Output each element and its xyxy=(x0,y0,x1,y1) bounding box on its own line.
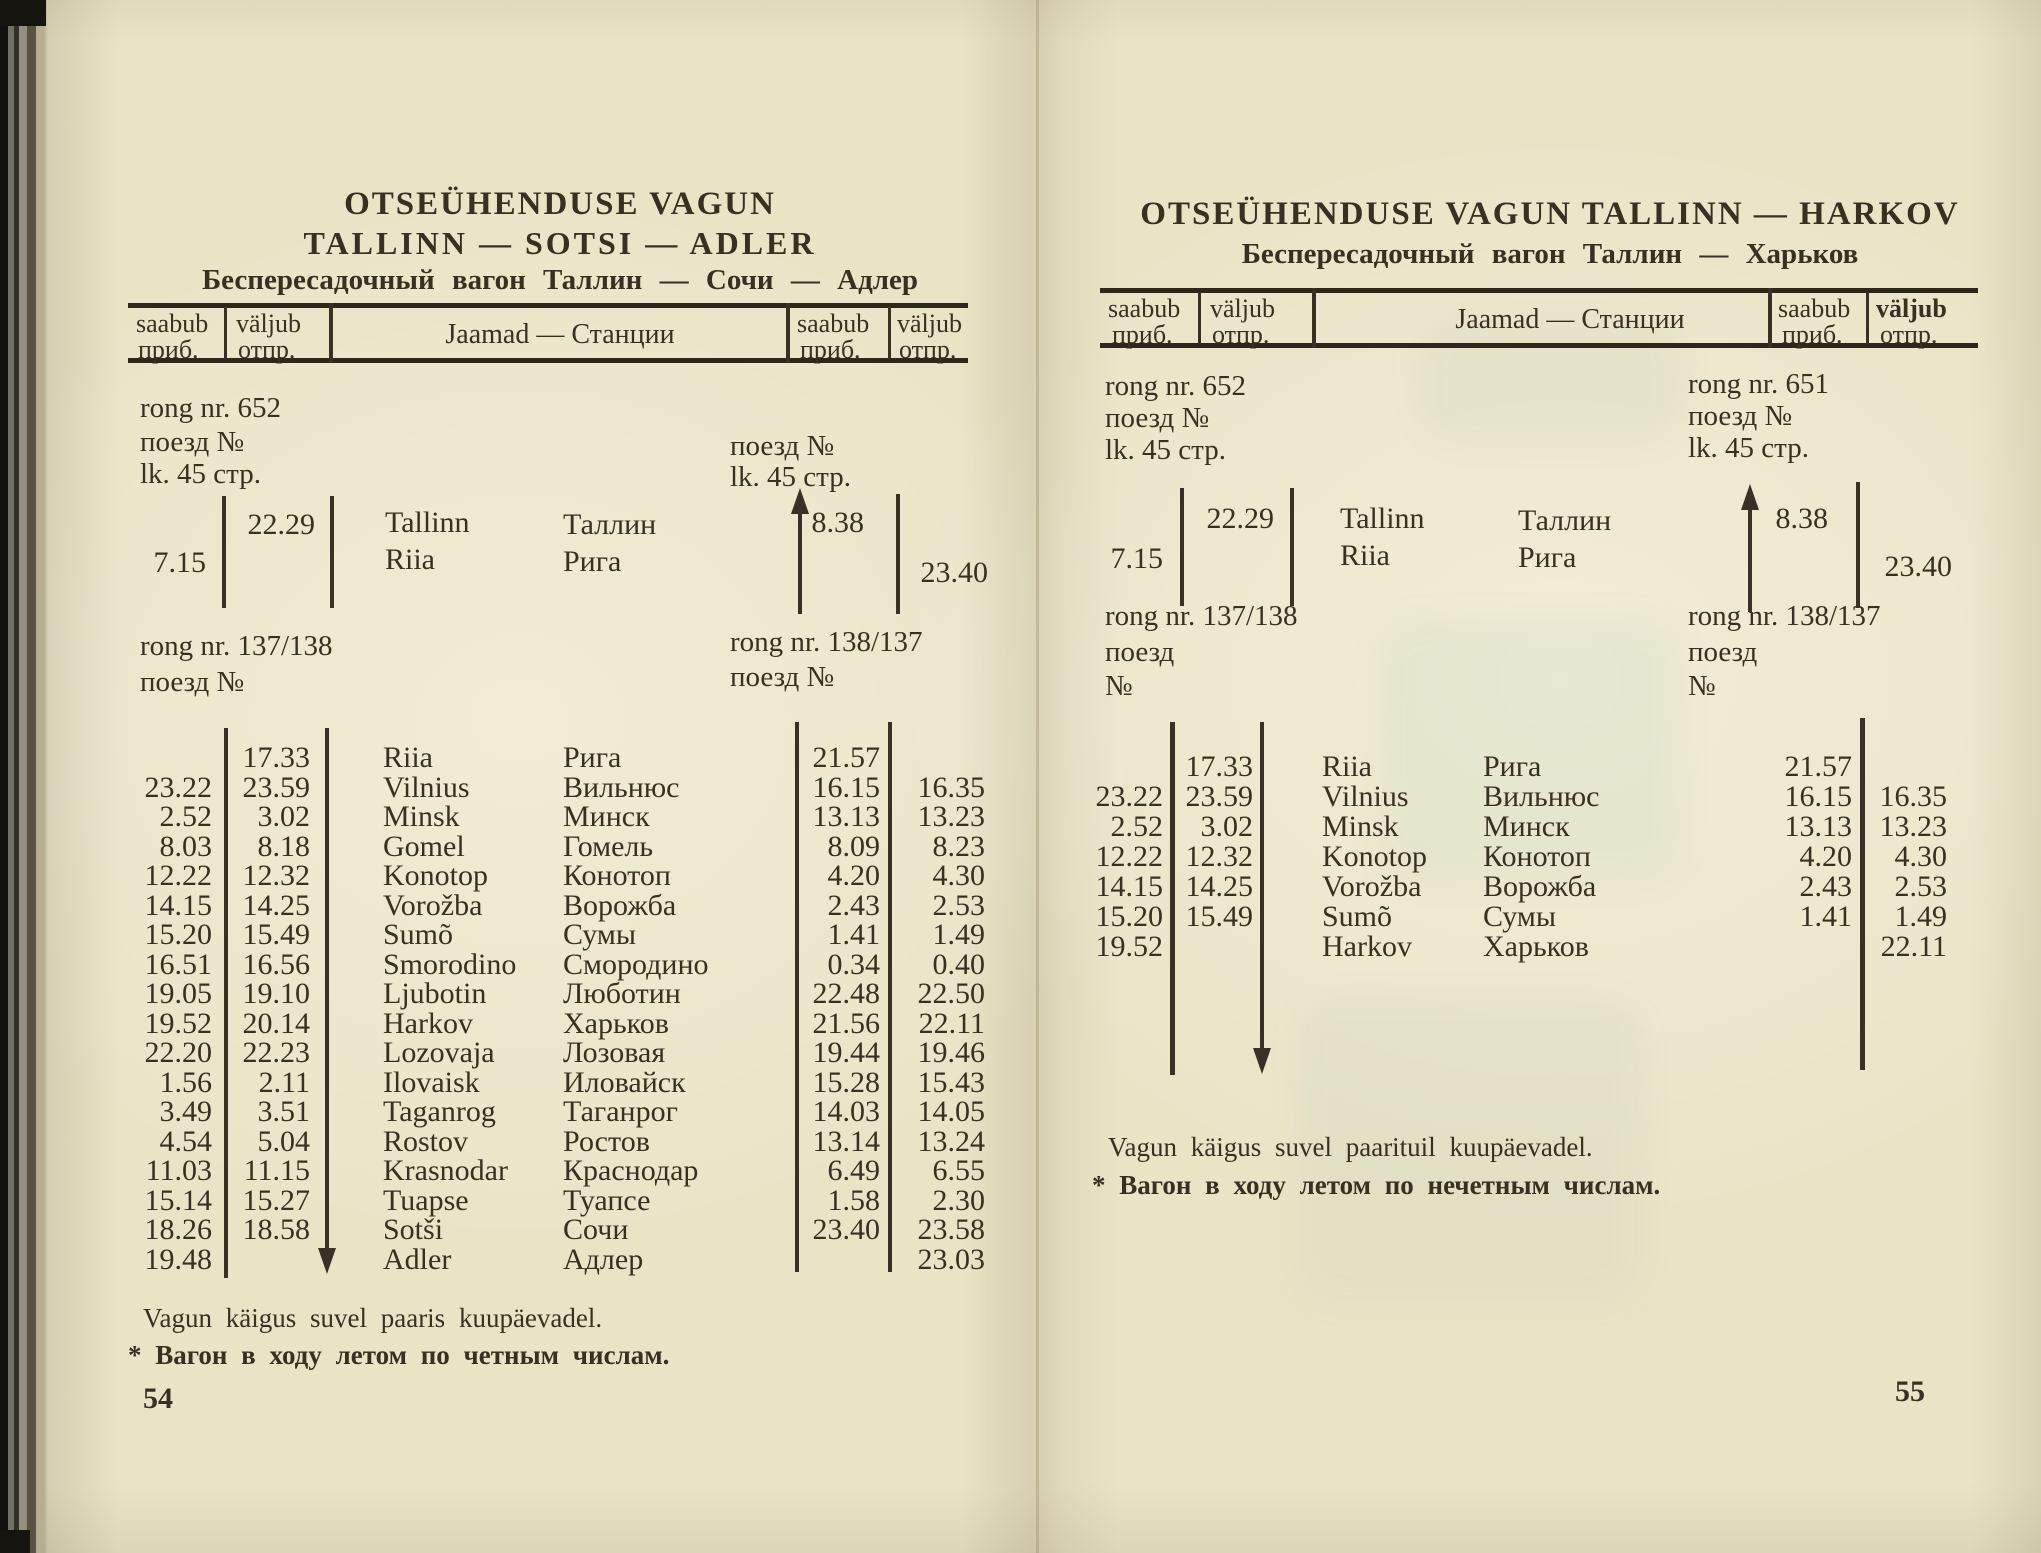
return-arrival-time: 13.13 xyxy=(1784,810,1852,843)
return-arrival-time: 6.49 xyxy=(827,1154,880,1187)
station-name-et: Vilnius xyxy=(1322,780,1409,813)
return-arrival-time: 1.41 xyxy=(827,918,880,951)
station-name-et: Riia xyxy=(385,543,435,576)
station-name-et: Gomel xyxy=(383,829,465,863)
station-name-et: Tallinn xyxy=(385,506,470,539)
return-arrival-time: 21.57 xyxy=(812,741,880,774)
return-arrival-time: 2.43 xyxy=(1799,870,1852,903)
return-departure-time: 22.11 xyxy=(918,1006,985,1040)
train-number-return: rong nr. 138/137 xyxy=(1688,600,1881,632)
train-number-forward: rong nr. 137/138 xyxy=(140,630,333,662)
table-row xyxy=(1085,810,1955,843)
station-name-et: Ljubotin xyxy=(383,977,487,1010)
express-time: 7.15 xyxy=(153,546,206,579)
arrival-time: 15.20 xyxy=(1095,900,1163,933)
station-name-ru: Рига xyxy=(563,741,622,774)
page-number: 55 xyxy=(1895,1375,1925,1408)
col-header-depart-ru: отпр. xyxy=(1880,320,1938,349)
return-departure-time: 0.40 xyxy=(932,947,985,981)
station-name-ru: Минск xyxy=(563,800,650,833)
station-name-et: Sumõ xyxy=(1322,900,1393,933)
departure-time: 12.32 xyxy=(242,859,310,892)
time-divider-line xyxy=(896,494,900,614)
arrival-time: 2.52 xyxy=(1110,810,1163,843)
page-gutter-crease xyxy=(1036,0,1039,1553)
column-divider-line xyxy=(329,303,333,363)
departure-time: 16.56 xyxy=(242,947,310,981)
departure-time: 5.04 xyxy=(257,1124,310,1158)
page-title-et: OTSEÜHENDUSE VAGUN xyxy=(344,186,776,222)
return-departure-time: 6.55 xyxy=(932,1154,985,1187)
route-title-ru: Беспересадочный вагон Таллин — Харьков xyxy=(1241,238,1859,270)
table-row xyxy=(130,1213,990,1246)
station-name-ru: Гомель xyxy=(563,829,654,863)
column-divider-line xyxy=(1312,288,1316,348)
return-departure-time: 2.53 xyxy=(1894,870,1947,903)
station-name-et: Harkov xyxy=(1322,930,1412,963)
table-row xyxy=(130,770,990,804)
station-name-et: Riia xyxy=(383,741,433,774)
express-time: 8.38 xyxy=(1775,502,1828,535)
departure-time: 3.02 xyxy=(257,800,310,833)
footnote-ru: * Вагон в ходу летом по нечетным числам. xyxy=(1092,1170,1661,1200)
train-number-forward: rong nr. 652 xyxy=(1105,370,1246,402)
table-row xyxy=(130,947,990,981)
return-arrival-time: 0.34 xyxy=(827,947,880,981)
train-number-forward: rong nr. 137/138 xyxy=(1105,600,1298,632)
table-row xyxy=(130,1065,990,1099)
column-divider-line xyxy=(1198,292,1201,344)
train-page-ref: lk. 45 стр. xyxy=(1688,432,1809,464)
departure-time: 22.23 xyxy=(242,1036,310,1069)
express-time: 7.15 xyxy=(1110,542,1163,575)
train-number-return: rong nr. 651 xyxy=(1688,368,1829,400)
express-time: 22.29 xyxy=(1206,502,1274,535)
route-title-et: TALLINN — SOTSI — ADLER xyxy=(303,225,817,261)
train-label-ru: № xyxy=(1105,670,1133,702)
departure-time: 15.49 xyxy=(242,918,310,951)
arrival-time: 15.14 xyxy=(144,1183,212,1217)
return-departure-time: 23.58 xyxy=(917,1213,985,1246)
train-label-ru: поезд № xyxy=(730,661,835,693)
station-name-ru: Лозовая xyxy=(563,1036,666,1069)
express-time: 23.40 xyxy=(1884,550,1952,583)
departure-time: 2.11 xyxy=(258,1065,310,1099)
station-name-ru: Конотоп xyxy=(563,859,671,892)
page-title-et: OTSEÜHENDUSE VAGUN TALLINN — HARKOV xyxy=(1140,196,1960,232)
station-name-ru: Таллин xyxy=(1518,504,1612,537)
station-name-et: Vilnius xyxy=(383,770,470,804)
station-name-ru: Рига xyxy=(563,545,622,578)
table-row xyxy=(130,1006,990,1040)
departure-time: 20.14 xyxy=(242,1006,310,1040)
train-number-return: rong nr. 138/137 xyxy=(730,626,923,658)
return-arrival-time: 21.57 xyxy=(1784,750,1852,783)
table-row xyxy=(130,741,990,774)
table-row xyxy=(130,977,990,1010)
express-time: 22.29 xyxy=(247,508,315,541)
table-row xyxy=(1085,780,1955,813)
scan-corner-shadow xyxy=(0,1530,30,1553)
arrival-time: 1.56 xyxy=(159,1065,212,1099)
arrival-time: 18.26 xyxy=(144,1213,212,1246)
return-arrival-time: 4.20 xyxy=(827,859,880,892)
arrival-time: 19.52 xyxy=(144,1006,212,1040)
arrival-time: 14.15 xyxy=(144,888,212,922)
return-arrival-time: 4.20 xyxy=(1799,840,1852,873)
train-page-ref: lk. 45 стр. xyxy=(1105,434,1226,466)
table-header-rule-top xyxy=(128,303,968,308)
departure-time: 11.15 xyxy=(243,1154,310,1187)
station-name-ru: Сумы xyxy=(563,918,637,951)
train-page-ref: lk. 45 стр. xyxy=(730,461,851,493)
column-divider-line xyxy=(786,303,790,363)
col-header-arrive-ru: приб. xyxy=(800,335,861,364)
return-departure-time: 13.24 xyxy=(917,1124,985,1158)
station-name-ru: Ростов xyxy=(563,1124,650,1158)
col-header-arrive-et: saabub xyxy=(797,309,870,338)
time-divider-line xyxy=(1290,488,1294,606)
table-row xyxy=(130,1183,990,1217)
departure-time: 15.27 xyxy=(242,1183,310,1217)
train-label-ru: поезд № xyxy=(730,430,835,462)
col-header-arrive-et: saabub xyxy=(1778,294,1851,323)
column-divider-line xyxy=(1866,292,1869,344)
departure-time: 12.32 xyxy=(1185,840,1253,873)
scan-corner-shadow xyxy=(0,0,46,26)
station-name-et: Sotši xyxy=(383,1213,444,1246)
station-name-ru: Вильнюс xyxy=(1483,780,1600,813)
footnote-et: Vagun käigus suvel paarituil kuupäevadel. xyxy=(1108,1132,1593,1162)
return-departure-time: 22.11 xyxy=(1880,930,1947,963)
train-label-ru: поезд № xyxy=(1688,400,1793,432)
table-row xyxy=(1085,840,1955,873)
return-departure-time: 4.30 xyxy=(1894,840,1947,873)
departure-time: 19.10 xyxy=(242,977,310,1010)
return-arrival-time: 2.43 xyxy=(827,888,880,922)
station-name-et: Taganrog xyxy=(383,1095,496,1128)
timetable-body xyxy=(1085,750,1955,963)
train-label-ru: поезд № xyxy=(1105,402,1210,434)
column-divider-line xyxy=(224,307,227,359)
arrival-time: 3.49 xyxy=(159,1095,212,1128)
table-row xyxy=(1085,870,1955,903)
departure-time: 23.59 xyxy=(242,770,310,804)
time-divider-line xyxy=(1856,482,1860,608)
express-time: 23.40 xyxy=(920,556,988,589)
station-name-ru: Иловайск xyxy=(563,1065,686,1099)
table-header-rule-top xyxy=(1100,288,1978,293)
table-row xyxy=(130,1124,990,1158)
return-departure-time: 1.49 xyxy=(1894,900,1947,933)
col-header-depart-ru: отпр. xyxy=(899,335,957,364)
table-row xyxy=(1085,930,1955,963)
return-arrival-time: 16.15 xyxy=(812,770,880,804)
return-departure-time: 13.23 xyxy=(917,800,985,833)
col-header-depart-ru: отпр. xyxy=(1212,320,1270,349)
station-name-ru: Вильнюс xyxy=(563,770,680,804)
return-arrival-time: 13.13 xyxy=(812,800,880,833)
station-name-et: Vorožba xyxy=(383,888,483,922)
return-departure-time: 22.50 xyxy=(917,977,985,1010)
express-time: 8.38 xyxy=(811,506,864,539)
col-header-arrive-ru: приб. xyxy=(1112,320,1173,349)
table-row xyxy=(130,1154,990,1187)
station-name-ru: Люботин xyxy=(563,977,681,1010)
table-row xyxy=(130,1095,990,1128)
departure-time: 8.18 xyxy=(257,829,310,863)
arrival-time: 22.20 xyxy=(144,1036,212,1069)
return-departure-time: 19.46 xyxy=(917,1036,985,1069)
station-name-ru: Минск xyxy=(1483,810,1570,843)
arrow-up-icon xyxy=(1741,484,1759,510)
arrival-time: 4.54 xyxy=(159,1124,212,1158)
station-name-et: Krasnodar xyxy=(383,1154,508,1187)
station-name-et: Tuapse xyxy=(383,1183,469,1217)
station-name-ru: Харьков xyxy=(563,1006,669,1040)
col-header-stations: Jaamad — Станции xyxy=(1455,304,1685,335)
arrival-time: 11.03 xyxy=(145,1154,212,1187)
station-name-ru: Таганрог xyxy=(563,1095,678,1128)
return-arrival-time: 16.15 xyxy=(1784,780,1852,813)
footnote-et: Vagun käigus suvel paaris kuupäevadel. xyxy=(143,1303,603,1333)
train-label-ru: № xyxy=(1688,670,1716,702)
arrival-time: 12.22 xyxy=(1095,840,1163,873)
station-name-et: Rostov xyxy=(383,1124,469,1158)
departure-time: 18.58 xyxy=(242,1213,310,1246)
station-name-ru: Краснодар xyxy=(563,1154,699,1187)
return-departure-time: 4.30 xyxy=(932,859,985,892)
book-binding-edge xyxy=(0,0,48,1553)
departure-time: 15.49 xyxy=(1185,900,1253,933)
return-arrival-time: 1.58 xyxy=(827,1183,880,1217)
station-name-ru: Конотоп xyxy=(1483,840,1591,873)
train-number-forward: rong nr. 652 xyxy=(140,392,281,424)
table-row xyxy=(130,1036,990,1069)
arrival-time: 2.52 xyxy=(159,800,212,833)
col-header-arrive-ru: приб. xyxy=(1782,320,1843,349)
ink-showthrough xyxy=(1420,320,1680,440)
return-arrival-time: 23.40 xyxy=(812,1213,880,1246)
station-name-ru: Таллин xyxy=(563,508,657,541)
arrival-time: 19.52 xyxy=(1095,930,1163,963)
station-name-et: Ilovaisk xyxy=(383,1065,480,1099)
station-name-et: Harkov xyxy=(383,1006,473,1040)
timetable-body xyxy=(130,741,990,1276)
departure-time: 14.25 xyxy=(242,888,310,922)
arrival-time: 19.05 xyxy=(144,977,212,1010)
station-name-ru: Ворожба xyxy=(563,888,677,922)
arrival-time: 19.48 xyxy=(144,1242,212,1276)
footnote-ru: * Вагон в ходу летом по четным числам. xyxy=(128,1340,670,1370)
station-name-ru: Адлер xyxy=(563,1242,644,1276)
arrival-time: 14.15 xyxy=(1095,870,1163,903)
col-header-depart-ru: отпр. xyxy=(238,335,296,364)
return-departure-time: 13.23 xyxy=(1879,810,1947,843)
station-name-ru: Рига xyxy=(1483,750,1542,783)
station-name-et: Tallinn xyxy=(1340,502,1425,535)
station-name-et: Riia xyxy=(1322,750,1372,783)
table-row xyxy=(130,918,990,951)
return-arrival-time: 21.56 xyxy=(812,1006,880,1040)
page-number: 54 xyxy=(143,1382,173,1415)
station-name-et: Adler xyxy=(383,1242,452,1276)
return-arrival-time: 1.41 xyxy=(1799,900,1852,933)
return-arrival-time: 8.09 xyxy=(827,829,880,863)
col-header-depart-et: väljub xyxy=(1876,294,1947,323)
arrival-time: 15.20 xyxy=(144,918,212,951)
departure-time: 17.33 xyxy=(1185,750,1253,783)
train-label-ru: поезд xyxy=(1105,636,1175,668)
arrival-time: 23.22 xyxy=(1095,780,1163,813)
arrival-time: 8.03 xyxy=(159,829,212,863)
return-arrival-time: 13.14 xyxy=(812,1124,880,1158)
time-divider-line xyxy=(330,496,334,608)
time-divider-line xyxy=(1180,488,1184,606)
arrival-time: 16.51 xyxy=(144,947,212,981)
return-departure-time: 16.35 xyxy=(917,770,985,804)
table-row xyxy=(130,800,990,833)
col-header-arrive-et: saabub xyxy=(136,309,209,338)
station-name-ru: Ворожба xyxy=(1483,870,1597,903)
station-name-et: Minsk xyxy=(383,800,460,833)
station-name-et: Konotop xyxy=(383,859,488,892)
station-name-ru: Сочи xyxy=(563,1213,629,1246)
return-departure-time: 2.30 xyxy=(932,1183,985,1217)
return-departure-time: 8.23 xyxy=(932,829,985,863)
col-header-depart-et: väljub xyxy=(236,309,301,338)
station-name-et: Lozovaja xyxy=(383,1036,495,1069)
station-name-ru: Смородино xyxy=(563,947,709,981)
col-header-stations: Jaamad — Станции xyxy=(445,319,675,350)
train-label-ru: поезд xyxy=(1688,636,1758,668)
route-title-ru: Беспересадочный вагон Таллин — Сочи — Адлер xyxy=(201,264,919,296)
station-name-ru: Харьков xyxy=(1483,930,1589,963)
train-label-ru: поезд № xyxy=(140,666,245,698)
column-divider-line xyxy=(888,307,891,359)
table-row xyxy=(130,888,990,922)
table-row xyxy=(1085,900,1955,933)
station-name-ru: Рига xyxy=(1518,541,1577,574)
station-name-et: Smorodino xyxy=(383,947,517,981)
return-arrival-time: 15.28 xyxy=(812,1065,880,1099)
station-name-et: Minsk xyxy=(1322,810,1399,843)
station-name-et: Vorožba xyxy=(1322,870,1422,903)
train-page-ref: lk. 45 стр. xyxy=(140,458,261,490)
arrival-time: 12.22 xyxy=(144,859,212,892)
station-name-ru: Туапсе xyxy=(563,1183,651,1217)
station-name-et: Riia xyxy=(1340,539,1390,572)
station-name-et: Konotop xyxy=(1322,840,1427,873)
arrow-up-line xyxy=(1748,502,1752,612)
station-name-ru: Сумы xyxy=(1483,900,1557,933)
arrival-time: 23.22 xyxy=(144,770,212,804)
departure-time: 14.25 xyxy=(1185,870,1253,903)
col-header-arrive-ru: приб. xyxy=(138,335,199,364)
train-label-ru: поезд № xyxy=(140,426,245,458)
departure-time: 3.02 xyxy=(1200,810,1253,843)
return-departure-time: 14.05 xyxy=(917,1095,985,1128)
return-arrival-time: 19.44 xyxy=(812,1036,880,1069)
table-row xyxy=(1085,750,1955,783)
col-header-depart-et: väljub xyxy=(897,309,962,338)
table-row xyxy=(130,859,990,892)
return-departure-time: 15.43 xyxy=(917,1065,985,1099)
arrow-down-icon xyxy=(1253,1048,1271,1074)
return-departure-time: 2.53 xyxy=(932,888,985,922)
col-header-depart-et: väljub xyxy=(1210,294,1275,323)
return-departure-time: 16.35 xyxy=(1879,780,1947,813)
time-divider-line xyxy=(222,496,226,608)
return-arrival-time: 14.03 xyxy=(812,1095,880,1128)
departure-time: 17.33 xyxy=(242,741,310,774)
return-departure-time: 1.49 xyxy=(932,918,985,951)
return-arrival-time: 22.48 xyxy=(812,977,880,1010)
table-row xyxy=(130,829,990,863)
return-departure-time: 23.03 xyxy=(917,1242,985,1276)
table-row xyxy=(130,1242,990,1276)
station-name-et: Sumõ xyxy=(383,918,454,951)
col-header-arrive-et: saabub xyxy=(1108,294,1181,323)
departure-time: 23.59 xyxy=(1185,780,1253,813)
departure-time: 3.51 xyxy=(257,1095,310,1128)
